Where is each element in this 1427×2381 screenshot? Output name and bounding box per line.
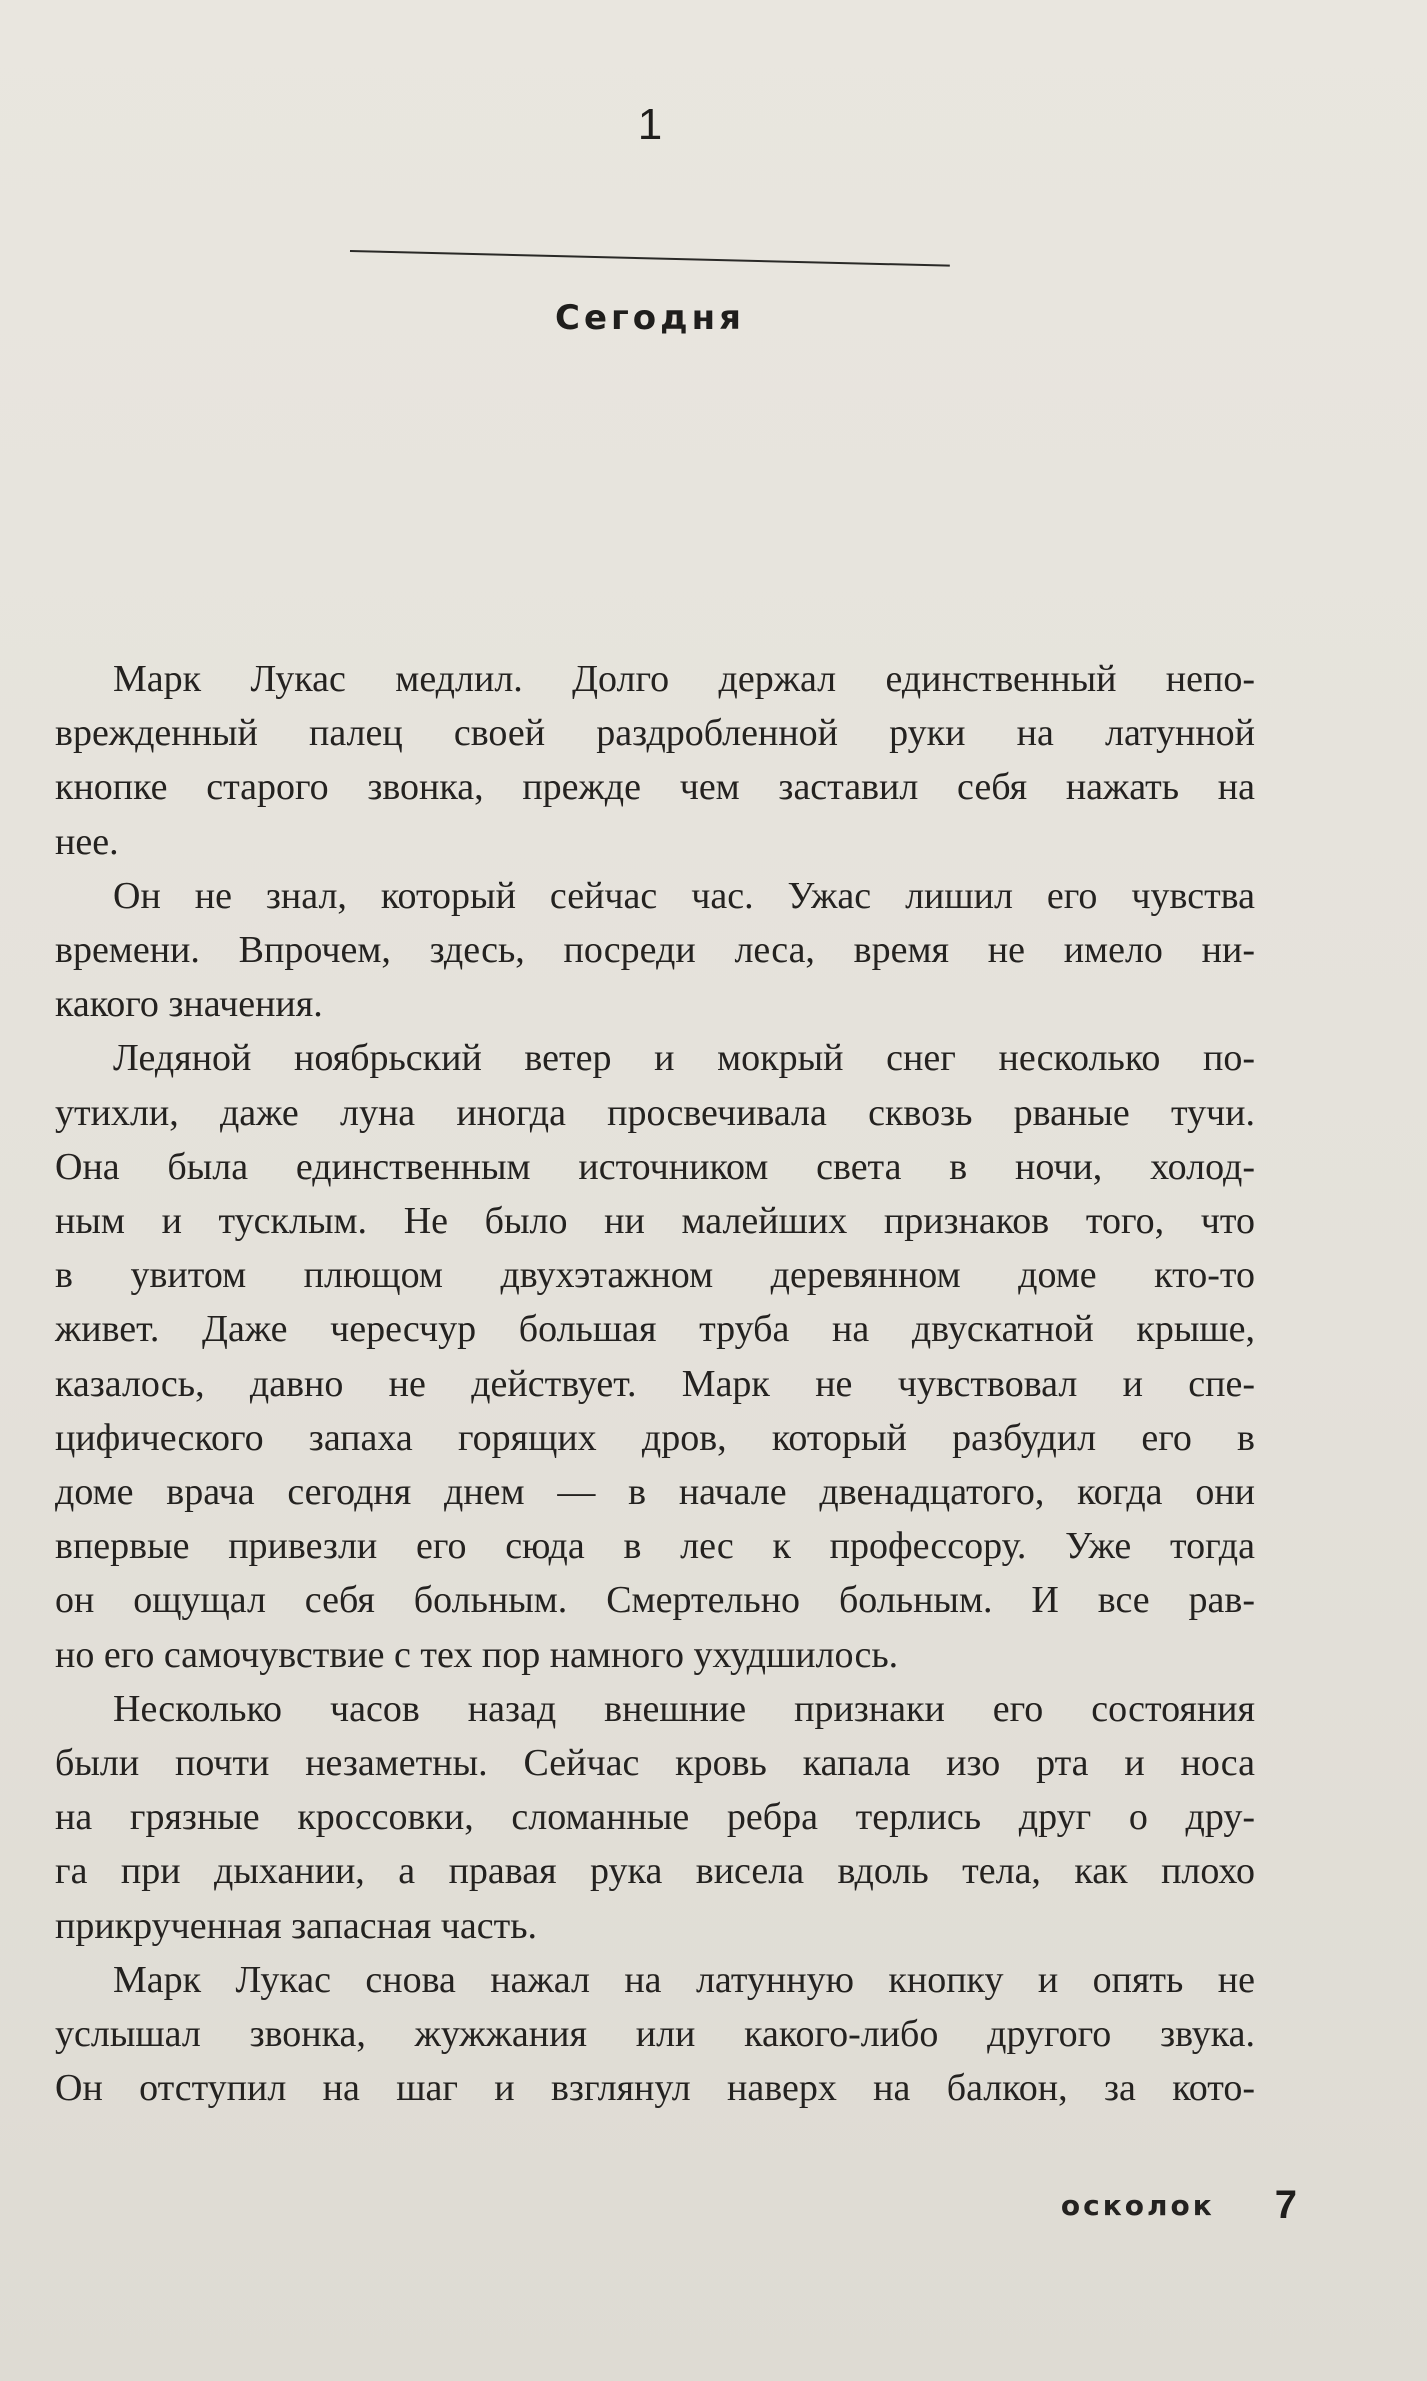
- page-footer: [1061, 2180, 1297, 2230]
- text-line: времени. Впрочем, здесь, посреди леса, время не имело ни-: [55, 929, 1255, 972]
- text-line: цифического запаха горящих дров, который разбудил его в: [55, 1416, 1255, 1459]
- chapter-number: 1: [637, 100, 663, 149]
- text-line: но его самочувствие с тех пор намного ухудшилось.: [55, 1633, 899, 1676]
- running-head: осколок: [1060, 2188, 1215, 2222]
- chapter-title: Сегодня: [555, 298, 745, 338]
- text-line: кнопке старого звонка, прежде чем заставил себя нажать на: [55, 766, 1255, 809]
- text-line: какого значения.: [55, 983, 323, 1026]
- text-line: услышал звонка, жужжания или какого-либо другого звука.: [55, 2013, 1255, 2056]
- body-text: [55, 652, 1255, 2115]
- text-line: Марк Лукас снова нажал на латунную кнопку и опять не: [113, 1958, 1255, 2001]
- text-line: Ледяной ноябрьский ветер и мокрый снег несколько по-: [113, 1037, 1255, 1080]
- text-line: Несколько часов назад внешние признаки его состояния: [113, 1687, 1255, 1730]
- text-line: Она была единственным источником света в ночи, холод-: [55, 1145, 1255, 1188]
- text-line: живет. Даже чересчур большая труба на двускатной крыше,: [55, 1308, 1255, 1351]
- paragraph: [55, 1953, 1255, 2116]
- text-line: Он отступил на шаг и взглянул наверх на балкон, за кото-: [55, 2067, 1255, 2110]
- paragraph: [55, 652, 1255, 869]
- text-line: он ощущал себя больным. Смертельно больным. И все рав-: [55, 1579, 1255, 1622]
- paragraph: [55, 1031, 1255, 1681]
- text-line: прикрученная запасная часть.: [55, 1904, 538, 1947]
- text-line: врежденный палец своей раздробленной руки на латунной: [55, 712, 1255, 755]
- text-line: Марк Лукас медлил. Долго держал единственный непо-: [113, 658, 1255, 700]
- text-line: казалось, давно не действует. Марк не чувствовал и спе-: [55, 1362, 1255, 1405]
- chapter-divider-rule: [350, 250, 950, 267]
- text-line: ным и тусклым. Не было ни малейших признаков того, что: [55, 1200, 1255, 1243]
- text-line: нее.: [55, 820, 119, 863]
- paragraph: [55, 869, 1255, 1032]
- page-number: 7: [1274, 2182, 1297, 2227]
- text-line: на грязные кроссовки, сломанные ребра терлись друг о дру-: [55, 1796, 1255, 1839]
- text-line: были почти незаметны. Сейчас кровь капала изо рта и носа: [55, 1742, 1255, 1785]
- text-line: утихли, даже луна иногда просвечивала сквозь рваные тучи.: [55, 1091, 1255, 1134]
- text-line: в увитом плющом двухэтажном деревянном доме кто-то: [55, 1254, 1255, 1297]
- paragraph: [55, 1682, 1255, 1953]
- text-line: доме врача сегодня днем — в начале двенадцатого, когда они: [55, 1471, 1255, 1514]
- text-line: га при дыхании, а правая рука висела вдоль тела, как плохо: [55, 1850, 1255, 1893]
- chapter-header: [300, 95, 1000, 338]
- text-line: впервые привезли его сюда в лес к профессору. Уже тогда: [55, 1525, 1255, 1568]
- text-line: Он не знал, который сейчас час. Ужас лишил его чувства: [113, 874, 1255, 917]
